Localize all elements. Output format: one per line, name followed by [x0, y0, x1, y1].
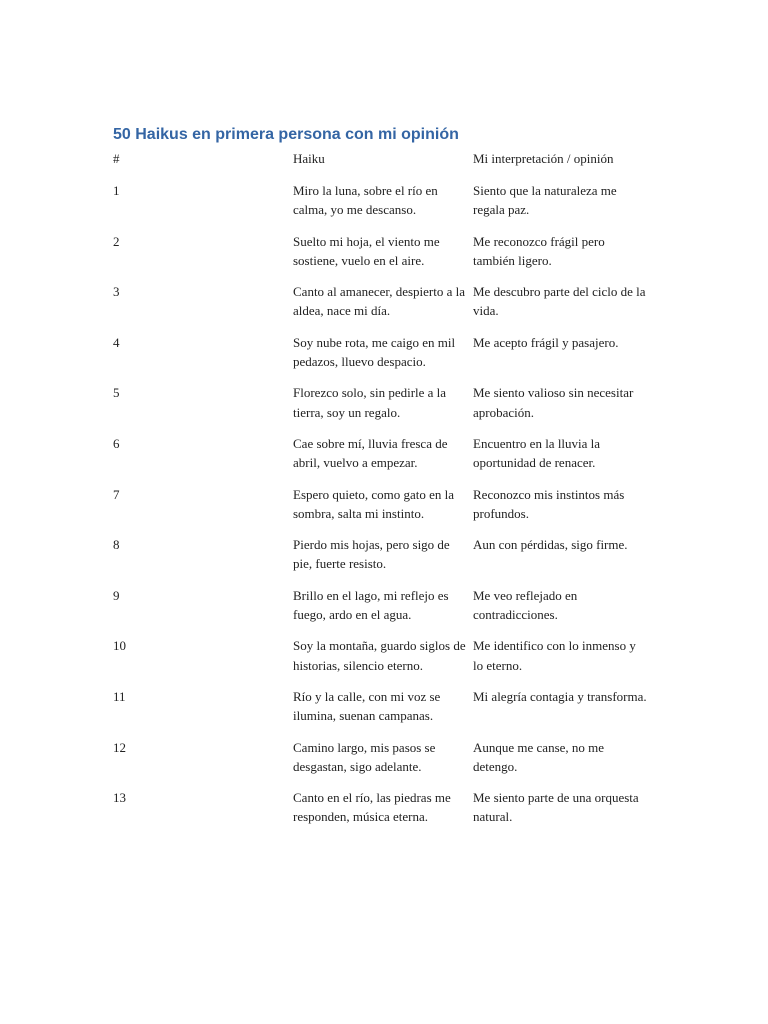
table-row — [113, 788, 653, 827]
row-number: 10 — [113, 638, 126, 654]
table-row — [113, 333, 653, 372]
row-opinion: Aunque me canse, no me detengo. — [473, 739, 605, 774]
row-number: 3 — [113, 284, 120, 300]
row-opinion: Me descubro parte del ciclo de la vida. — [473, 284, 646, 319]
haiku-table-body — [113, 181, 653, 827]
row-opinion: Mi alegría contagia y transforma. — [473, 688, 647, 704]
row-opinion: Siento que la naturaleza me regala paz. — [473, 183, 617, 218]
document-title: 50 Haikus en primera persona con mi opinión — [113, 126, 459, 143]
table-row — [113, 535, 653, 574]
row-opinion: Reconozco mis instintos más profundos. — [473, 486, 625, 521]
row-haiku: Espero quieto, como gato en la sombra, salta mi instinto. — [293, 486, 455, 521]
row-haiku: Florezco solo, sin pedirle a la tierra, soy un regalo. — [293, 385, 447, 420]
header-number: # — [113, 151, 120, 166]
row-number: 11 — [113, 688, 126, 704]
row-number: 7 — [113, 486, 120, 502]
row-haiku: Camino largo, mis pasos se desgastan, sigo adelante. — [293, 739, 436, 774]
row-number: 12 — [113, 739, 126, 755]
row-haiku: Canto en el río, las piedras me responden, música eterna. — [293, 790, 451, 825]
row-opinion: Me siento parte de una orquesta natural. — [473, 790, 639, 825]
row-opinion: Me acepto frágil y pasajero. — [473, 334, 619, 350]
table-row — [113, 383, 653, 422]
document-page — [113, 124, 653, 839]
table-row — [113, 282, 653, 321]
row-number: 5 — [113, 385, 120, 401]
row-number: 8 — [113, 537, 120, 553]
table-row — [113, 738, 653, 777]
row-number: 4 — [113, 334, 120, 350]
header-haiku: Haiku — [293, 151, 325, 166]
row-opinion: Me veo reflejado en contradicciones. — [473, 587, 578, 623]
table-header — [113, 149, 653, 181]
table-row — [113, 232, 653, 271]
header-opinion: Mi interpretación / opinión — [473, 151, 614, 166]
row-opinion: Aun con pérdidas, sigo firme. — [473, 537, 628, 553]
row-opinion: Me reconozco frágil pero también ligero. — [473, 233, 605, 268]
table-row — [113, 485, 653, 524]
table-row — [113, 687, 653, 726]
row-haiku: Brillo en el lago, mi reflejo es fuego, ardo en el agua. — [293, 587, 449, 623]
table-row — [113, 586, 653, 625]
table-row — [113, 636, 653, 675]
row-haiku: Miro la luna, sobre el río en calma, yo me descanso. — [293, 183, 438, 218]
row-number: 2 — [113, 233, 120, 249]
row-haiku: Río y la calle, con mi voz se ilumina, suenan campanas. — [293, 688, 441, 724]
row-number: 6 — [113, 435, 120, 451]
row-number: 9 — [113, 587, 120, 603]
table-row — [113, 181, 653, 220]
row-haiku: Suelto mi hoja, el viento me sostiene, vuelo en el aire. — [293, 233, 440, 268]
row-haiku: Pierdo mis hojas, pero sigo de pie, fuerte resisto. — [293, 537, 450, 572]
row-haiku: Soy la montaña, guardo siglos de historias, silencio eterno. — [293, 638, 466, 673]
table-row — [113, 434, 653, 473]
row-haiku: Cae sobre mí, lluvia fresca de abril, vuelvo a empezar. — [293, 435, 448, 471]
row-opinion: Me siento valioso sin necesitar aprobación. — [473, 385, 634, 420]
row-haiku: Canto al amanecer, despierto a la aldea, nace mi día. — [293, 284, 466, 319]
row-number: 13 — [113, 790, 126, 806]
row-opinion: Me identifico con lo inmenso y lo eterno. — [473, 638, 636, 673]
row-haiku: Soy nube rota, me caigo en mil pedazos, lluevo despacio. — [293, 334, 456, 370]
row-opinion: Encuentro en la lluvia la oportunidad de renacer. — [473, 435, 601, 471]
row-number: 1 — [113, 183, 120, 198]
